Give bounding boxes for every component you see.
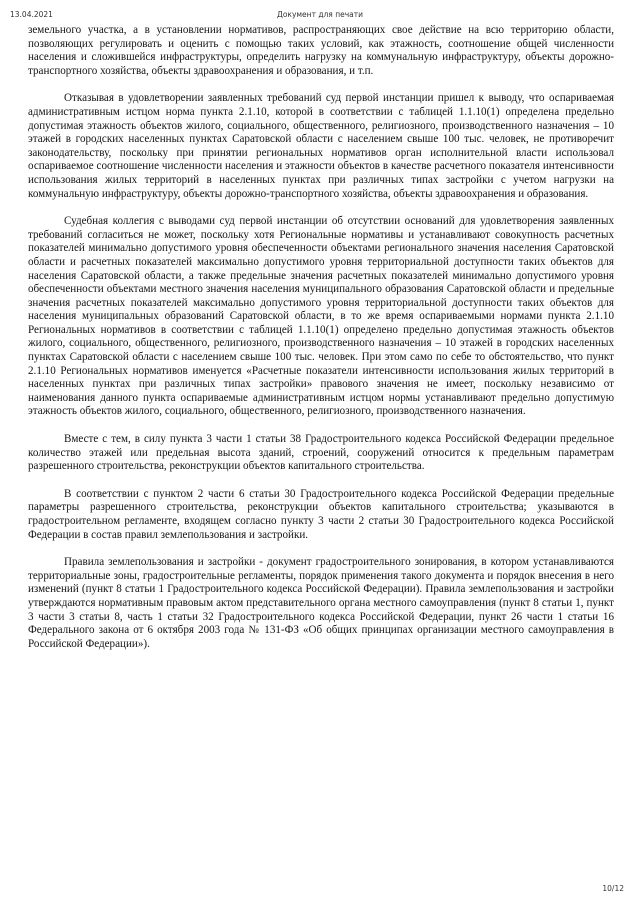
paragraph: земельного участка, а в установлении нормативов, распространяющих свое действие на всю территорию области, позволяющих регулировать и оценить с помощью таких условий, как этажность, соотношение общей численности населения и сложившейся инфраструктуры, определить нагрузку на коммунальную инфраструктуру, объекты дорожно-транспортного хозяйства, объекты здравоохранения и образования, и т.п. [28, 24, 614, 77]
paragraph: Судебная коллегия с выводами суд первой инстанции об отсутствии оснований для удовлетворения заявленных требований согласиться не может, поскольку хотя Региональные нормативы и устанавливают совокупность расчетных показателей минимально допустимого уровня обеспеченности объектами регионального значения населения Саратовской области и расчетных показателей максимально допустимого уровня территориальной доступности таких объектов для населения Саратовской области, а также предельные значения расчетных показателей минимально допустимого уровня обеспеченности объектами местного значения населения муниципального образования Саратовской области и предельные значения расчетных показателей максимально допустимого уровня территориальной доступности таких объектов для населения муниципальных образований Саратовской области, в то же время оспариваемыми нормами пункта 2.1.10 Региональных нормативов в соответствии с таблицей 1.1.10(1) определено предельно допустимая этажность объектов жилого, социального, общественного, религиозного, производственного назначения – 10 этажей в городских населенных пунктах Саратовской области с населением свыше 100 тыс. человек. При этом само по себе то обстоятельство, что пункт 2.1.10 Региональных нормативов именуется «Расчетные показатели интенсивности использования жилых территорий в населенных пунктах при различных типах застройки» правового значения не имеет, поскольку независимо от наименования данного пункта оспариваемые административным истцом нормы устанавливают предельно допустимую этажность объектов жилого, социального, общественного, религиозного, производственного назначения. [28, 215, 614, 418]
paragraph: Правила землепользования и застройки - документ градостроительного зонирования, в котором устанавливаются территориальные зоны, градостроительные регламенты, порядок применения такого документа и порядок внесения в него изменений (пункт 8 статьи 1 Градостроительного кодекса Российской Федерации). Правила землепользования и застройки утверждаются нормативным правовым актом представительного органа местного самоуправления (пункт 8 статьи 1, пункт 3 части 3 статьи 8, часть 1 статьи 32 Градостроительного кодекса Российской Федерации, пункт 26 части 1 статьи 16 Федерального закона от 6 октября 2003 года № 131-ФЗ «Об общих принципах организации местного самоуправления в Российской Федерации»). [28, 556, 614, 650]
document-body [28, 24, 614, 651]
paragraph: Отказывая в удовлетворении заявленных требований суд первой инстанции пришел к выводу, что оспариваемая административным истцом норма пункта 2.1.10, которой в соответствии с таблицей 1.1.10(1) определена предельно допустимая этажность объектов жилого, социального, общественного, религиозного, производственного назначения – 10 этажей в городских населенных пунктах Саратовской области с населением свыше 100 тыс. человек, не противоречит законодательству, поскольку при принятии региональных нормативов орган исполнительной власти использовал оспариваемое соотношение численности населения и этажности объектов в качестве расчетного показателя интенсивности использования жилых территорий в населенных пунктах при различных типах застройки с учетом нагрузки на коммунальную инфраструктуру, объекты дорожно-транспортного хозяйства, объекты здравоохранения и образования. [28, 92, 614, 200]
page-number: 10/12 [602, 884, 624, 893]
print-date: 13.04.2021 [10, 10, 53, 19]
print-header-title: Документ для печати [276, 10, 363, 19]
paragraph: В соответствии с пунктом 2 части 6 статьи 30 Градостроительного кодекса Российской Федерации предельные параметры разрешенного строительства, реконструкции объектов капитального строительства; указываются в градостроительном регламенте, входящем согласно пункту 3 части 2 статьи 30 Градостроительного кодекса Российской Федерации в состав правил землепользования и застройки. [28, 487, 614, 541]
paragraph: Вместе с тем, в силу пункта 3 части 1 статьи 38 Градостроительного кодекса Российской Федерации предельное количество этажей или предельная высота зданий, строений, сооружений относится к предельным параметрам разрешенного строительства, реконструкции объектов капитального строительства. [28, 433, 614, 473]
